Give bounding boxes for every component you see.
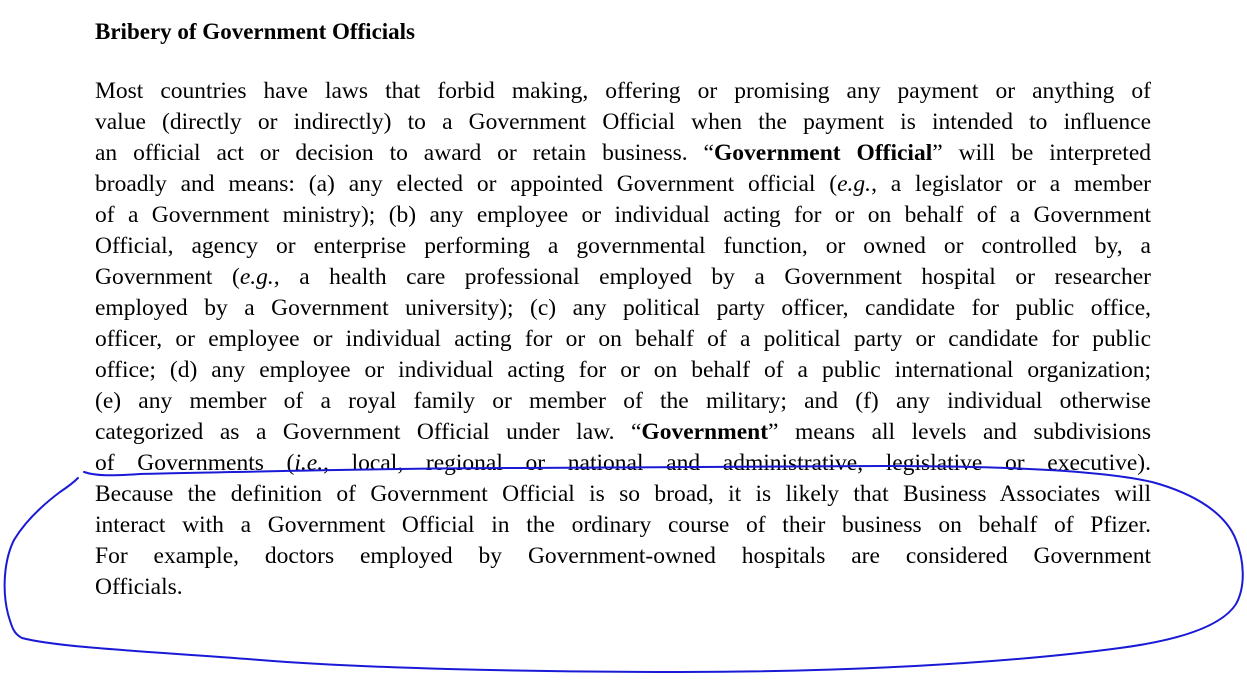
text-run: categorized as a Government Official under law. “ xyxy=(95,419,642,445)
text-run: officer, or employee or individual acting for or on behalf of a political party or candidate for public xyxy=(95,326,1151,352)
paragraph-line xyxy=(95,200,1151,231)
latin-abbreviation: e.g. xyxy=(837,171,872,197)
paragraph-line xyxy=(95,324,1151,355)
paragraph-line xyxy=(95,510,1151,541)
text-run: (e) any member of a royal family or member of the military; and (f) any individual otherwise xyxy=(95,388,1151,414)
defined-term: Government Official xyxy=(713,140,933,166)
text-run: value (directly or indirectly) to a Government Official when the payment is intended to influence xyxy=(95,109,1151,135)
paragraph-line xyxy=(95,386,1151,417)
paragraph-line xyxy=(95,572,1151,603)
text-run: ” will be interpreted xyxy=(932,140,1151,166)
latin-abbreviation: i.e. xyxy=(294,450,324,476)
paragraph-line xyxy=(95,417,1151,448)
paragraph-line xyxy=(95,448,1151,479)
paragraph-line xyxy=(95,479,1151,510)
paragraph-line xyxy=(95,76,1151,107)
paragraph-line xyxy=(95,138,1151,169)
paragraph-line xyxy=(95,231,1151,262)
text-run: of a Government ministry); (b) any employee or individual acting for or on behalf of a Government xyxy=(95,202,1151,228)
text-run: For example, doctors employed by Government-owned hospitals are considered Government xyxy=(95,543,1151,569)
paragraph-line xyxy=(95,293,1151,324)
text-run: , local, regional or national and administrative, legislative or executive). xyxy=(323,450,1151,476)
text-run: employed by a Government university); (c) any political party officer, candidate for public office, xyxy=(95,295,1151,321)
paragraph-line xyxy=(95,541,1151,572)
paragraph-line xyxy=(95,107,1151,138)
text-run: an official act or decision to award or retain business. “ xyxy=(95,140,714,166)
text-run: office; (d) any employee or individual acting for or on behalf of a public international organization; xyxy=(95,357,1151,383)
defined-term: Government xyxy=(641,419,769,445)
text-run: , a legislator or a member xyxy=(871,171,1151,197)
text-run: Official, agency or enterprise performing a governmental function, or owned or controlled by, a xyxy=(95,233,1151,259)
text-run: Because the definition of Government Official is so broad, it is likely that Business Associates will xyxy=(95,481,1151,507)
text-run: Government ( xyxy=(95,264,240,290)
text-run: Officials. xyxy=(95,574,183,600)
latin-abbreviation: e.g. xyxy=(239,264,274,290)
paragraph-line xyxy=(95,169,1151,200)
text-run: of Governments ( xyxy=(95,450,295,476)
text-run: ” means all levels and subdivisions xyxy=(768,419,1151,445)
section-heading: Bribery of Government Officials xyxy=(95,19,416,44)
paragraph-line xyxy=(95,262,1151,293)
body-paragraph xyxy=(95,76,1151,603)
text-run: broadly and means: (a) any elected or appointed Government official ( xyxy=(95,171,838,197)
paragraph-line xyxy=(95,355,1151,386)
text-run: interact with a Government Official in the ordinary course of their business on behalf of Pfizer. xyxy=(95,512,1151,538)
text-run: , a health care professional employed by a Government hospital or researcher xyxy=(273,264,1152,290)
text-run: Most countries have laws that forbid making, offering or promising any payment or anything of xyxy=(95,78,1151,104)
